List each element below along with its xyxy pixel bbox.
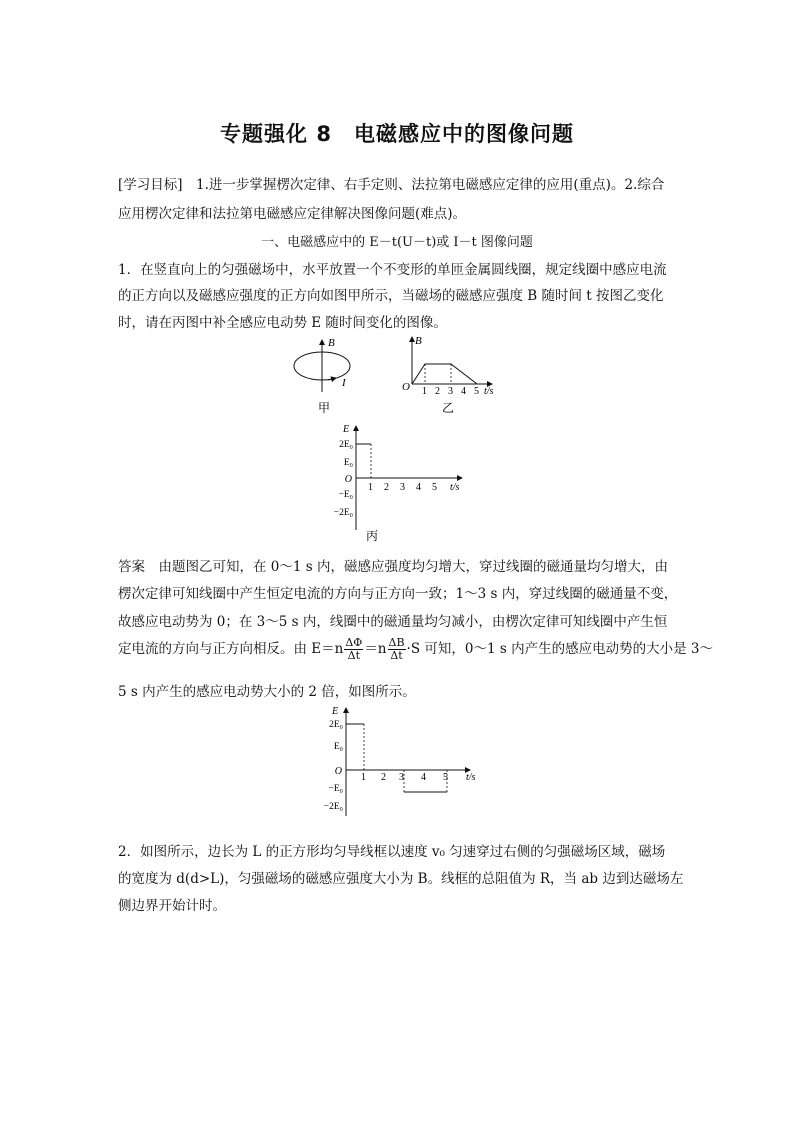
question-2-line-2: 的宽度为 d(d>L)，匀强磁场的磁感应强度大小为 B。线框的总阻值为 R，当 ab 边到达磁场左 — [118, 871, 684, 887]
label-B: B — [328, 337, 335, 349]
x-tick-1: 1 — [368, 482, 373, 493]
answer-line-4-part-a: 定电流的方向与正方向相反。由 E＝n — [118, 641, 344, 657]
y-tick-neg-2e0: −2E₀ — [333, 508, 353, 518]
x-axis-label: t/s — [450, 482, 460, 493]
y-tick-neg-e0: −E₀ — [338, 490, 353, 500]
origin-label: O — [402, 381, 410, 393]
x-tick-4: 4 — [421, 772, 426, 783]
tick-2: 2 — [435, 386, 440, 397]
y-tick-e0: E₀ — [333, 742, 343, 752]
answer-line-2: 楞次定律可知线圈中产生恒定电流的方向与正方向一致；1～3 s 内，穿过线圈的磁通量不变， — [118, 586, 678, 602]
question-2-line-3: 侧边界开始计时。 — [118, 898, 226, 914]
fraction-dphi-dt — [344, 637, 363, 662]
y-tick-neg-e0: −E₀ — [328, 784, 343, 794]
fraction-numerator: ΔΦ — [345, 636, 363, 649]
y-tick-e0: E₀ — [343, 458, 353, 468]
caption-yi: 乙 — [442, 401, 455, 415]
x-tick-1: 1 — [361, 772, 366, 783]
y-tick-2e0: 2E₀ — [329, 720, 343, 730]
answer-line-4-part-b: ＝n — [364, 641, 387, 657]
objectives-line-1: [学习目标] 1.进一步掌握楞次定律、右手定则、法拉第电磁感应定律的应用(重点)。2.综合 — [118, 177, 665, 193]
fraction-numerator: ΔB — [388, 636, 405, 649]
x-tick-5: 5 — [432, 482, 437, 493]
x-axis-label: t/s — [466, 772, 476, 783]
question-1-line-1: 1．在竖直向上的匀强磁场中，水平放置一个不变形的单匝金属圆线圈，规定线圈中感应电流 — [118, 262, 667, 278]
figure-jia — [288, 336, 360, 418]
y-tick-2e0: 2E₀ — [339, 440, 353, 450]
page-title: 专题强化 8 电磁感应中的图像问题 — [220, 122, 574, 146]
y-axis-label: E — [332, 706, 339, 717]
y-tick-neg-2e0: −2E₀ — [323, 802, 343, 812]
origin-label: O — [344, 474, 352, 485]
fraction-denominator: Δt — [347, 649, 361, 662]
answer-line-4 — [118, 637, 713, 662]
answer-line-5: 5 s 内产生的感应电动势大小的 2 倍，如图所示。 — [118, 684, 416, 700]
tick-3: 3 — [448, 386, 453, 397]
x-tick-3: 3 — [399, 772, 404, 783]
figure-answer — [310, 702, 490, 820]
origin-label: O — [334, 766, 342, 777]
tick-1: 1 — [422, 386, 427, 397]
fraction-denominator: Δt — [390, 649, 403, 662]
section-heading: 一、电磁感应中的 E－t(U－t)或 I－t 图像问题 — [261, 235, 533, 250]
x-tick-4: 4 — [416, 482, 421, 493]
caption-jia: 甲 — [318, 401, 331, 415]
b-curve — [412, 364, 477, 384]
figure-bing — [322, 420, 482, 546]
objectives-line-2: 应用楞次定律和法拉第电磁感应定律解决图像问题(难点)。 — [118, 206, 467, 222]
caption-bing: 丙 — [366, 529, 379, 543]
answer-line-4-part-c: ·S 可知，0～1 s 内产生的感应电动势的大小是 3～ — [406, 641, 713, 657]
y-axis-label: E — [343, 424, 350, 435]
x-tick-2: 2 — [381, 772, 386, 783]
x-tick-2: 2 — [384, 482, 389, 493]
answer-line-1: 答案 由题图乙可知，在 0～1 s 内，磁感应强度均匀增大，穿过线圈的磁通量均匀增大，由 — [118, 559, 668, 575]
figure-yi — [400, 334, 500, 418]
axis-label: t/s — [484, 386, 494, 397]
x-tick-5: 5 — [443, 772, 448, 783]
x-tick-3: 3 — [400, 482, 405, 493]
answer-line-3: 故感应电动势为 0；在 3～5 s 内，线圈中的磁通量均匀减小，由楞次定律可知线圈中产生恒 — [118, 614, 668, 630]
label-I: I — [342, 377, 346, 389]
fraction-db-dt — [388, 637, 406, 662]
tick-5: 5 — [474, 386, 479, 397]
question-1-line-2: 的正方向以及磁感应强度的正方向如图甲所示，当磁场的磁感应强度 B 随时间 t 按图乙变化 — [118, 288, 664, 304]
label-B: B — [415, 335, 422, 347]
tick-4: 4 — [461, 386, 466, 397]
question-2-line-1: 2．如图所示，边长为 L 的正方形均匀导线框以速度 v₀ 匀速穿过右侧的匀强磁场区域，磁场 — [118, 844, 666, 860]
question-1-line-3: 时，请在丙图中补全感应电动势 E 随时间变化的图像。 — [118, 315, 447, 331]
